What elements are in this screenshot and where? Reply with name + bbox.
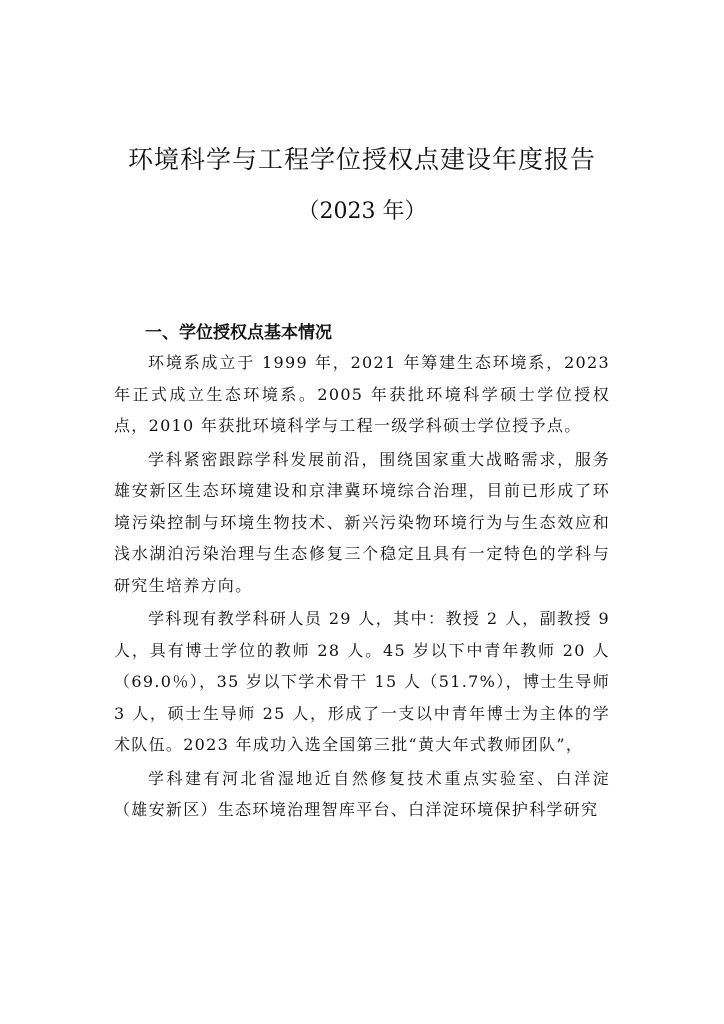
section-body — [114, 347, 610, 828]
paragraph-history: 环境系成立于 1999 年，2021 年筹建生态环境系，2023 年正式成立生态环境系。2005 年获批环境科学硕士学位授权点，2010 年获批环境科学与工程一级学科硕士学位授予点。 — [114, 353, 610, 435]
paragraph-faculty: 学科现有教学科研人员 29 人，其中：教授 2 人，副教授 9 人，具有博士学位的教师 28 人。45 岁以下中青年教师 20 人（69.0％），35 岁以下学术骨干 15 人（51.7%），博士生导师 3 人，硕士生导师 25 人，形成了一支以中青年博士为主体的学术队伍。2023 年成功入选全国第三批“黄大年式教师团队”， — [114, 609, 610, 754]
paragraph-directions: 学科紧密跟踪学科发展前沿，围绕国家重大战略需求，服务雄安新区生态环境建设和京津冀环境综合治理，目前已形成了环境污染控制与环境生物技术、新兴污染物环境行为与生态效应和浅水湖泊污染治理与生态修复三个稳定且具有一定特色的学科与研究生培养方向。 — [114, 449, 610, 595]
section-heading: 一、学位授权点基本情况 — [145, 323, 332, 343]
document-title: 环境科学与工程学位授权点建设年度报告 — [127, 145, 596, 174]
paragraph-platforms: 学科建有河北省湿地近自然修复技术重点实验室、白洋淀（雄安新区）生态环境治理智库平台、白洋淀环境保护科学研究 — [114, 768, 610, 819]
document-subtitle: （2023 年） — [297, 199, 427, 224]
